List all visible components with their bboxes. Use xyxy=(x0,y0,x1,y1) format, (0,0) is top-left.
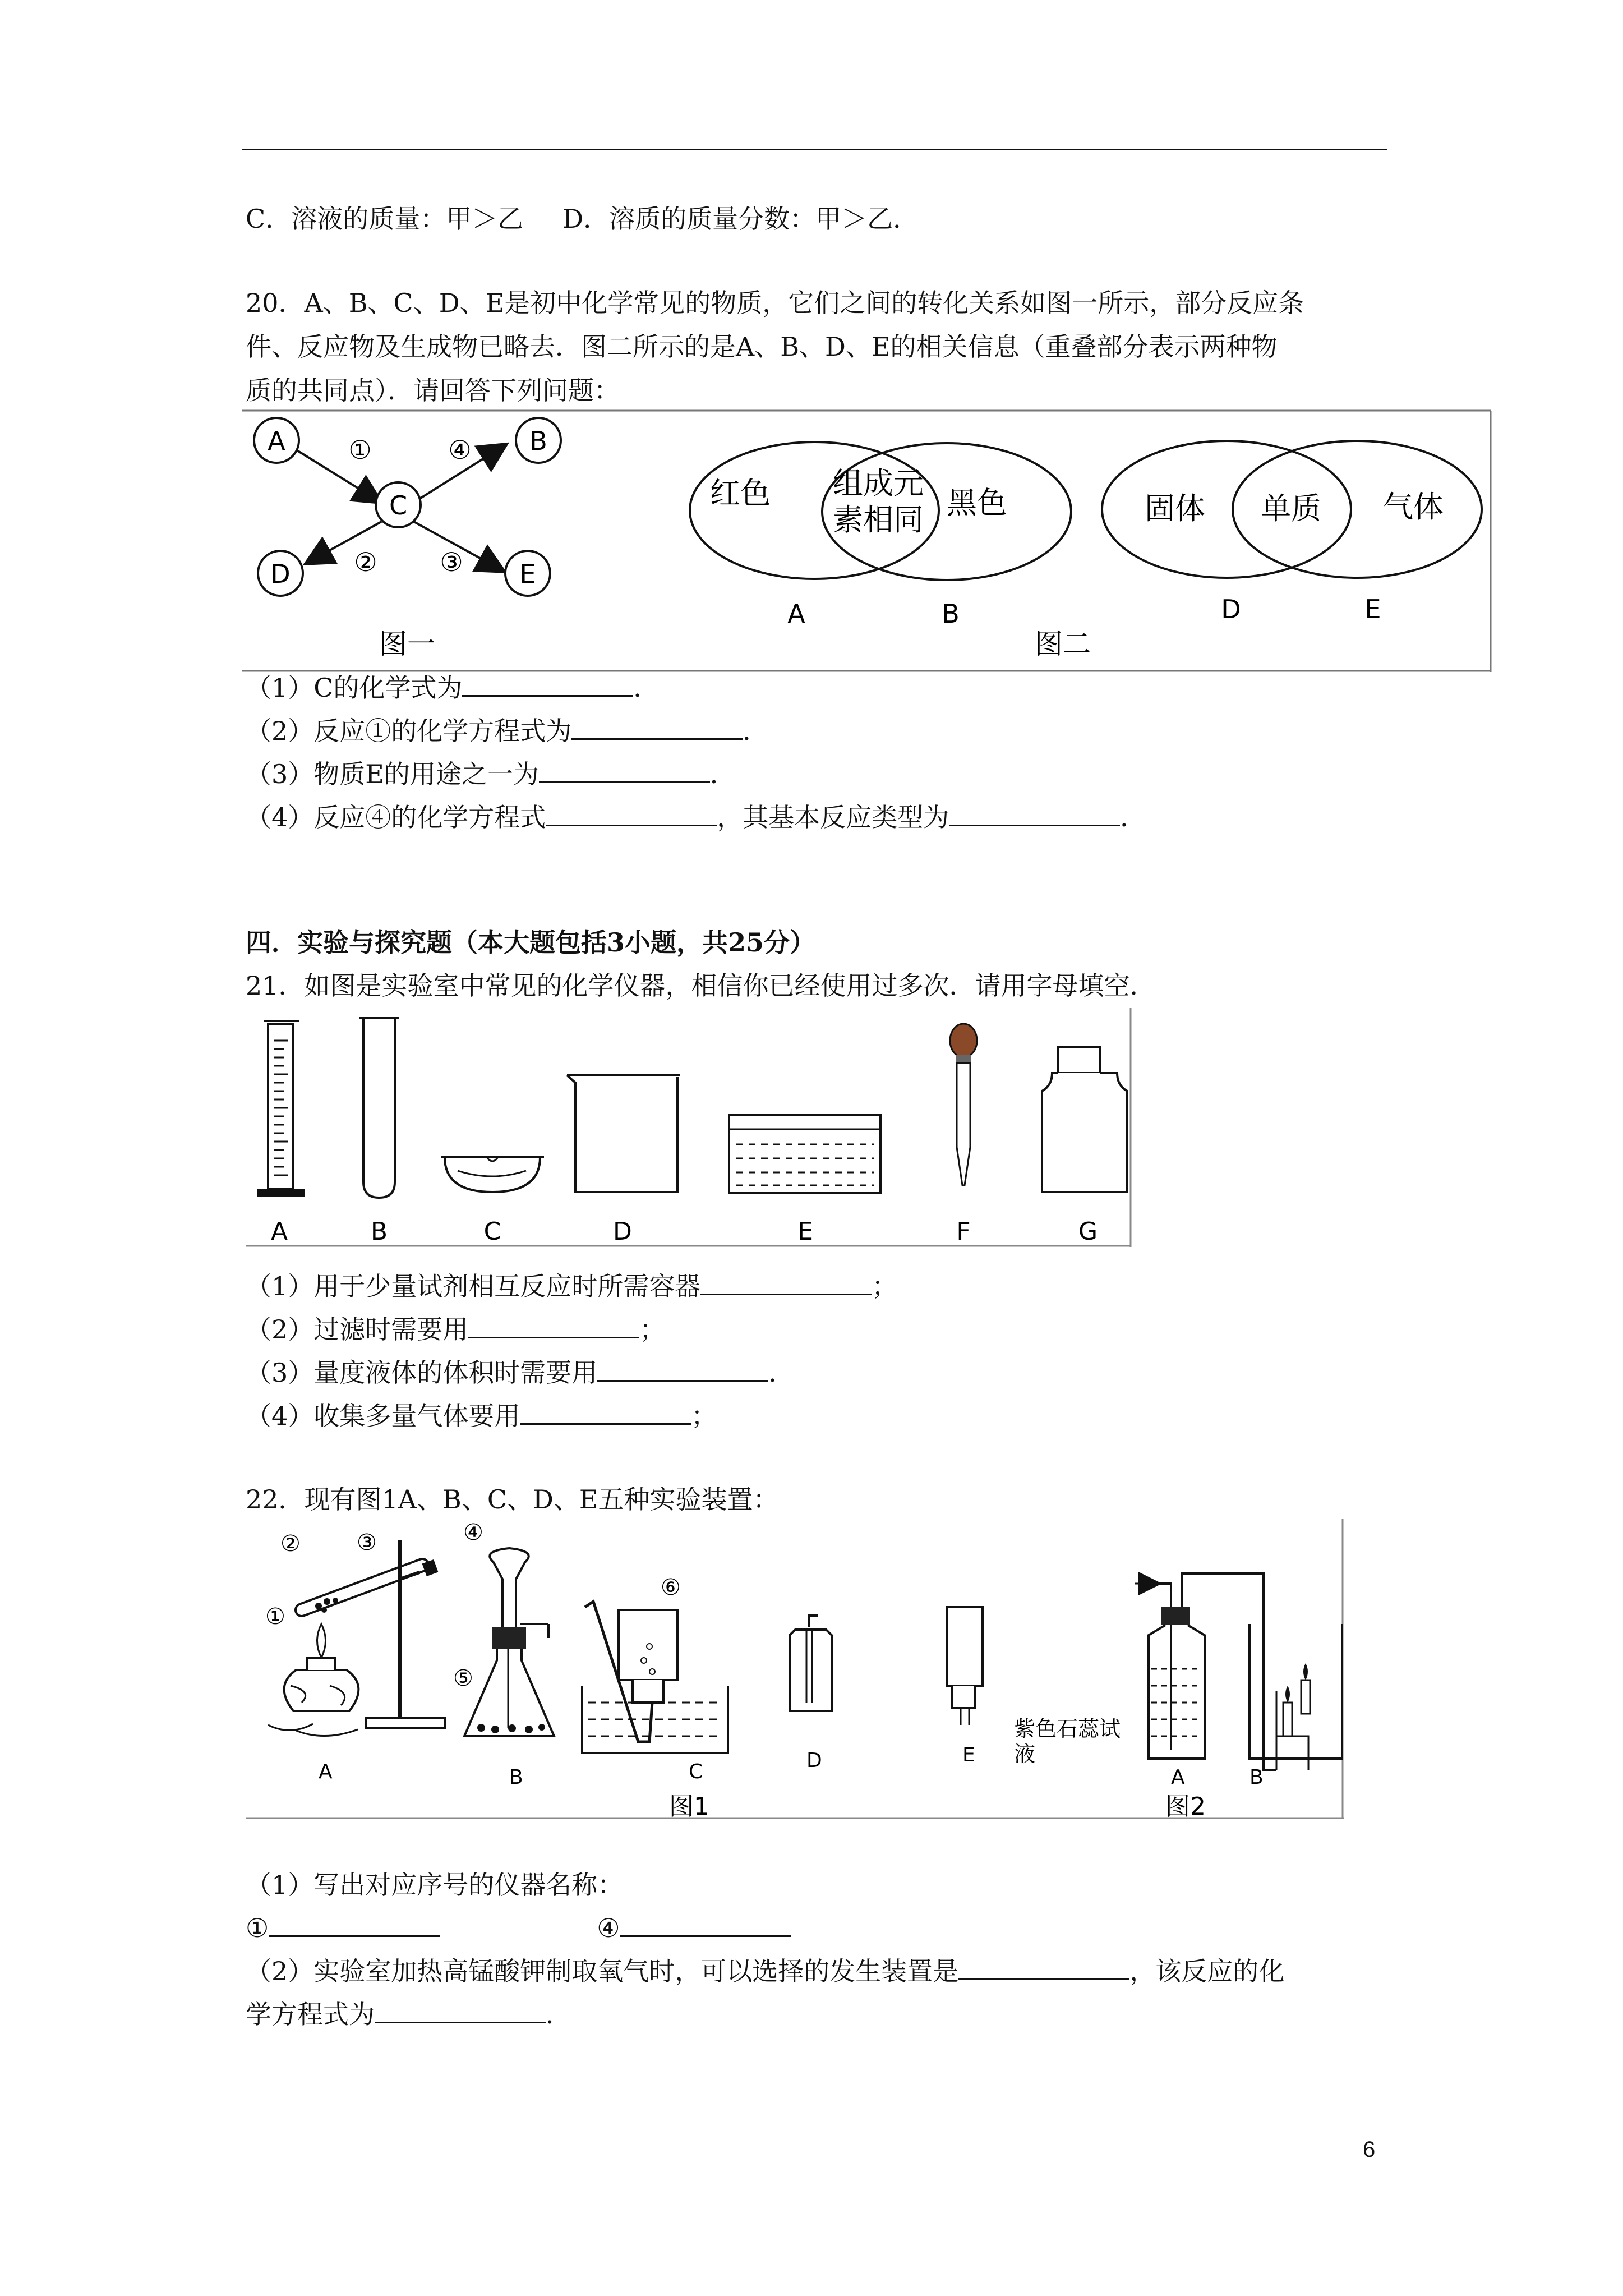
venn-diagrams xyxy=(690,441,1482,660)
q20-sub2 xyxy=(246,714,768,748)
node-c-label: C xyxy=(389,490,408,521)
gas-bottle-icon xyxy=(1042,1047,1127,1192)
q21-label-g: G xyxy=(1078,1217,1098,1246)
q21-stem: 21．如图是实验室中常见的化学仪器，相信你已经使用过多次．请用字母填空． xyxy=(246,970,1156,1001)
marker-1: ① xyxy=(265,1604,285,1630)
q21-sub2-end: ； xyxy=(639,1314,666,1345)
q21-sub3-end: ． xyxy=(768,1358,795,1388)
q20-sub4-mid: ，其基本反应类型为 xyxy=(717,802,949,832)
venn-d-label: D xyxy=(1221,594,1241,624)
apparatus-d-bottle xyxy=(790,1616,832,1711)
q22-sub1-blanks xyxy=(246,1911,791,1945)
q21-label-a: A xyxy=(270,1217,288,1246)
q21-sub1-end: ； xyxy=(872,1271,898,1301)
node-e-label: E xyxy=(519,559,536,589)
fig1-label-c: C xyxy=(689,1760,703,1783)
water-trough-icon xyxy=(729,1115,880,1193)
q19-options xyxy=(246,202,919,236)
q21-sub4-end: ； xyxy=(691,1401,717,1431)
dropper-icon xyxy=(950,1024,977,1185)
apparatus-fig2 xyxy=(1135,1573,1342,1770)
q21-label-b: B xyxy=(370,1217,388,1246)
q22-item4-marker: ④ xyxy=(597,1913,620,1943)
q20-sub2-blank[interactable] xyxy=(571,714,743,740)
venn-e-label: E xyxy=(1364,594,1381,624)
q21-label-d: D xyxy=(613,1217,632,1246)
fig1-caption: 图1 xyxy=(669,1792,709,1820)
alcohol-lamp-icon xyxy=(284,1670,359,1711)
q20-stem-line2: 件、反应物及生成物已略去．图二所示的是A、B、D、E的相关信息（重叠部分表示两种物 xyxy=(246,332,1278,362)
node-b-label: B xyxy=(529,426,547,456)
q22-sub2-line1-end: ，该反应的化 xyxy=(1129,1956,1285,1986)
q20-sub3-end: ． xyxy=(709,759,736,789)
q22-sub2-line2-text: 学方程式为 xyxy=(246,1999,375,2030)
q20-sub4 xyxy=(246,800,1146,834)
beaker-icon xyxy=(567,1075,680,1192)
venn-b-text: 黑色 xyxy=(947,485,1007,521)
q21-label-f: F xyxy=(956,1217,971,1246)
q21-sub4-blank[interactable] xyxy=(520,1398,691,1425)
marker-4: ④ xyxy=(463,1520,483,1545)
reaction-2-marker: ② xyxy=(354,547,377,577)
fig2-caption: 图2 xyxy=(1165,1792,1206,1820)
q22-figure xyxy=(246,1517,1345,1820)
q20-stem-line3: 质的共同点）．请回答下列问题： xyxy=(246,375,620,406)
page-number: 6 xyxy=(1363,2137,1376,2162)
venn-a-label: A xyxy=(787,599,805,629)
q21-sub1-text: （1）用于少量试剂相互反应时所需容器 xyxy=(246,1271,701,1301)
q21-sub3-text: （3）量度液体的体积时需要用 xyxy=(246,1358,598,1388)
venn-d-text: 固体 xyxy=(1145,491,1205,526)
evaporating-dish-icon xyxy=(441,1157,544,1192)
q22-sub2-line2 xyxy=(246,1997,571,2031)
q22-item1-blank[interactable] xyxy=(269,1911,440,1937)
marker-3: ③ xyxy=(357,1530,377,1556)
venn-b-label: B xyxy=(942,599,960,629)
venn-a-text: 红色 xyxy=(710,476,771,511)
q22-stem: 22．现有图1A、B、C、D、E五种实验装置： xyxy=(246,1484,779,1515)
q21-sub3 xyxy=(246,1355,794,1389)
marker-2: ② xyxy=(280,1531,301,1557)
q20-sub1 xyxy=(246,670,659,705)
q21-sub2-blank[interactable] xyxy=(468,1312,639,1338)
graduated-cylinder-icon xyxy=(257,1021,305,1197)
q22-sub2-line2-end: ． xyxy=(546,1999,571,2030)
fig1-label-b: B xyxy=(509,1766,523,1789)
q20-sub3-text: （3）物质E的用途之一为 xyxy=(246,759,539,789)
fig1-label-d: D xyxy=(806,1749,822,1772)
reaction-4-marker: ④ xyxy=(448,435,472,465)
reaction-scheme xyxy=(254,418,561,660)
node-a-label: A xyxy=(268,426,285,456)
q20-figure xyxy=(241,409,1492,673)
q20-stem-line1: 20．A、B、C、D、E是初中化学常见的物质，它们之间的转化关系如图一所示，部分反应条 xyxy=(246,288,1304,318)
litmus-label-line2: 液 xyxy=(1014,1742,1036,1766)
venn-e-text: 气体 xyxy=(1383,489,1444,524)
q21-label-e: E xyxy=(797,1217,813,1246)
node-d-label: D xyxy=(270,559,291,589)
q19-option-c: C．溶液的质量：甲＞乙 xyxy=(246,204,524,234)
venn-ab-overlap-line1: 组成元 xyxy=(833,466,924,501)
q20-sub4-end: ． xyxy=(1120,802,1146,832)
q21-label-c: C xyxy=(483,1217,501,1246)
q20-sub1-text: （1）C的化学式为 xyxy=(246,673,463,703)
long-neck-funnel-icon xyxy=(490,1548,528,1630)
apparatus-c-water-collection xyxy=(582,1602,728,1753)
fig1-label-e: E xyxy=(962,1743,975,1766)
q22-sub2-blank1[interactable] xyxy=(958,1954,1129,1980)
figure1-caption: 图一 xyxy=(379,628,435,660)
q22-sub2-blank2[interactable] xyxy=(375,1997,546,2023)
q21-sub2-text: （2）过滤时需要用 xyxy=(246,1314,469,1345)
marker-6: ⑥ xyxy=(661,1575,681,1600)
litmus-label-line1: 紫色石蕊试 xyxy=(1014,1717,1121,1741)
q22-item4-blank[interactable] xyxy=(620,1911,791,1937)
reaction-1-marker: ① xyxy=(348,435,372,465)
q22-sub1: （1）写出对应序号的仪器名称： xyxy=(246,1870,624,1900)
fig2-label-a: A xyxy=(1171,1766,1185,1789)
q20-sub3-blank[interactable] xyxy=(539,757,710,783)
apparatus-a-heating xyxy=(268,1540,445,1736)
apparatus-e-inverted xyxy=(947,1607,983,1725)
q19-option-d: D．溶质的质量分数：甲＞乙． xyxy=(562,204,919,234)
q21-sub1 xyxy=(246,1269,897,1303)
q21-figure xyxy=(246,1007,1132,1248)
q20-sub4-text: （4）反应④的化学方程式 xyxy=(246,802,546,832)
q22-item1-marker: ① xyxy=(246,1913,269,1943)
q21-sub1-blank[interactable] xyxy=(700,1269,872,1295)
q20-sub4-blank2[interactable] xyxy=(949,800,1120,826)
q20-sub2-text: （2）反应①的化学方程式为 xyxy=(246,716,572,746)
q21-sub3-blank[interactable] xyxy=(597,1355,768,1382)
figure2-caption: 图二 xyxy=(1035,628,1091,660)
q21-sub4 xyxy=(246,1398,717,1433)
q22-sub2-line1 xyxy=(246,1954,1284,1988)
conical-flask-icon xyxy=(464,1649,554,1736)
q21-sub4-text: （4）收集多量气体要用 xyxy=(246,1401,520,1431)
section4-title: 四．实验与探究题（本大题包括3小题，共25分） xyxy=(246,927,816,958)
q20-sub3 xyxy=(246,757,736,791)
apparatus-b-flask xyxy=(464,1548,554,1736)
q21-sub2 xyxy=(246,1312,665,1346)
fig1-label-a: A xyxy=(319,1760,333,1783)
venn-de-overlap-text: 单质 xyxy=(1261,491,1321,526)
q20-sub2-end: ． xyxy=(743,716,769,746)
marker-5: ⑤ xyxy=(453,1665,473,1691)
q22-sub2-text: （2）实验室加热高锰酸钾制取氧气时，可以选择的发生装置是 xyxy=(246,1956,959,1986)
venn-ab-overlap-line2: 素相同 xyxy=(833,502,924,537)
q20-sub4-blank1[interactable] xyxy=(546,800,717,826)
fig2-label-b: B xyxy=(1249,1766,1264,1789)
header-rule xyxy=(242,149,1387,150)
q20-sub1-end: ． xyxy=(633,673,660,703)
reaction-3-marker: ③ xyxy=(440,547,463,577)
test-tube-icon xyxy=(363,1018,395,1198)
stopper-icon xyxy=(492,1627,526,1649)
q20-sub1-blank[interactable] xyxy=(462,670,633,697)
